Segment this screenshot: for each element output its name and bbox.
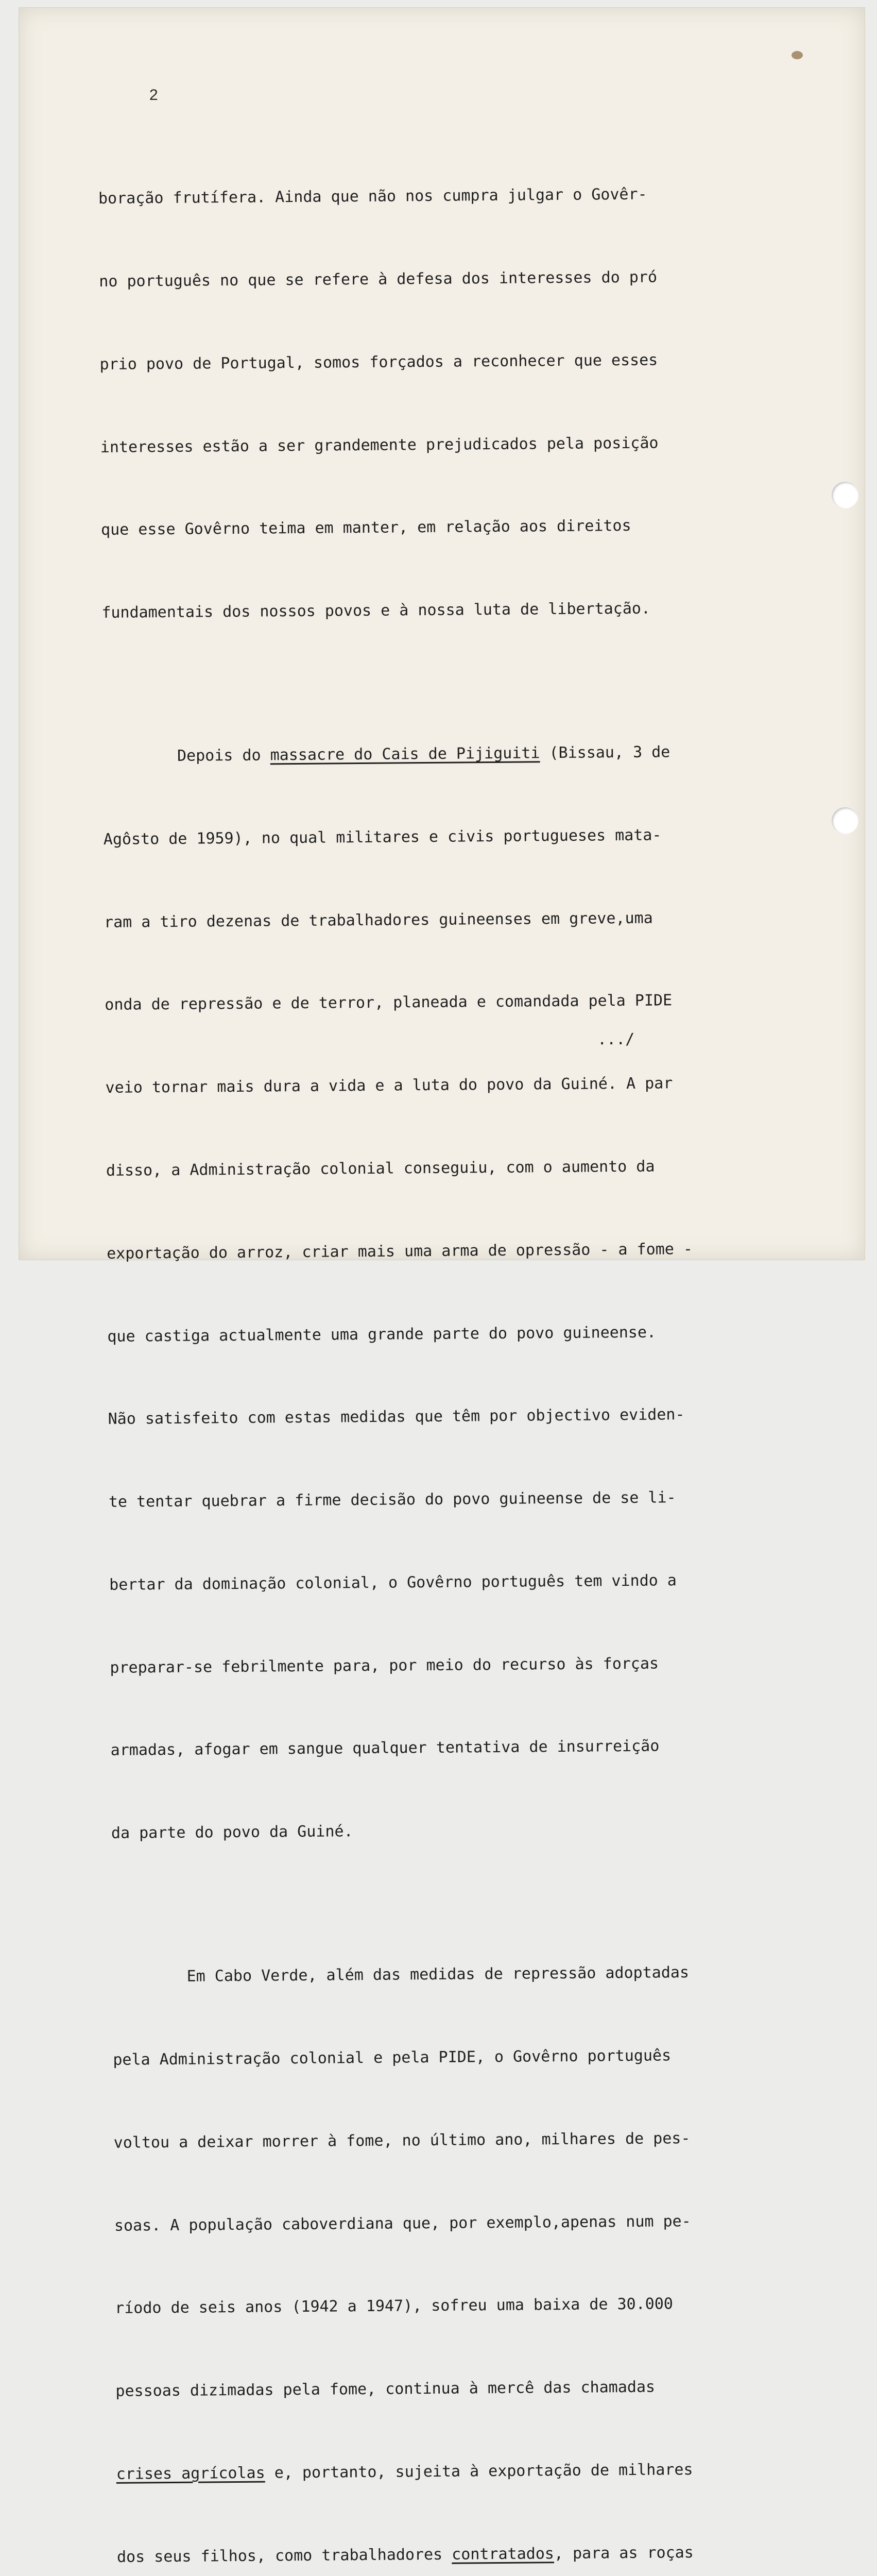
text-line: onda de repressão e de terror, planeada e comandada pela PIDE [105,991,673,1014]
text-line: pela Administração colonial e pela PIDE, o Govêrno português [113,2046,672,2069]
text-line: boração frutífera. Ainda que não nos cumpra julgar o Govêr- [98,185,647,208]
text-line: voltou a deixar morrer à fome, no último ano, milhares de pes- [113,2129,691,2152]
text-line: da parte do povo da Guiné. [111,1822,353,1843]
underlined-phrase: massacre do Cais de Pijiguiti [270,744,540,765]
paragraph-1 [98,125,741,682]
text-line: que castiga actualmente uma grande parte do povo guineense. [107,1323,657,1346]
text-line: Em Cabo Verde, além das medidas de repressão adoptadas [112,1963,690,1987]
underlined-phrase: crises agrícolas [116,2464,265,2483]
text-line: bertar da dominação colonial, o Govêrno português tem vindo a [109,1571,677,1594]
text-line: interesses estão a ser grandemente prejudicados pela posição [100,434,659,456]
text-line: Não satisfeito com estas medidas que têm por objectivo eviden- [108,1405,685,1429]
text-line: armadas, afogar em sangue qualquer tentativa de insurreição [110,1737,660,1760]
paragraph-2 [102,683,750,1903]
paper-stain [792,51,803,59]
text-line: ríodo de seis anos (1942 a 1947), sofreu uma baixa de 30.000 [115,2295,674,2318]
text-line: preparar-se febrilmente para, por meio do recurso às forças [110,1654,659,1677]
text-line: soas. A população caboverdiana que, por exemplo,apenas num pe- [114,2212,691,2235]
text-line: no português no que se refere à defesa dos interesses do pró [99,268,658,291]
paragraph-3 [112,1903,756,2576]
text-line: te tentar quebrar a firme decisão do povo guineense de se li- [108,1488,676,1512]
text-line: fundamentais dos nossos povos e à nossa luta de libertação. [101,599,651,622]
text-segment: , para as roças [554,2543,694,2563]
text-line [102,738,741,770]
underlined-phrase: contratados [452,2544,555,2564]
text-line: exportação do arroz, criar mais uma arma de opressão - a fome - [106,1240,693,1263]
text-line: Agôsto de 1959), no qual militares e civis portugueses mata- [103,826,662,849]
text-line: prio povo de Portugal, somos forçados a reconhecer que esses [99,351,658,374]
text-line [117,2538,755,2571]
text-line: ram a tiro dezenas de trabalhadores guineenses em greve,uma [104,909,653,931]
document-body [98,125,759,2576]
text-segment: Depois do [102,746,270,766]
punch-hole [832,807,858,834]
text-line: pessoas dizimadas pela fome, continua à mercê das chamadas [115,2378,656,2400]
page-number: 2 [149,87,158,104]
text-segment: e, portanto, sujeita à exportação de milhares [265,2460,693,2482]
punch-hole [832,482,858,509]
text-line [116,2455,755,2488]
text-line: que esse Govêrno teima em manter, em relação aos direitos [100,517,631,539]
text-line: veio tornar mais dura a vida e a luta do povo da Guiné. A par [105,1074,673,1097]
text-segment: dos seus filhos, como trabalhadores [116,2545,452,2566]
text-segment: (Bissau, 3 de [540,743,670,762]
continuation-mark: .../ [597,1030,635,1049]
text-line: disso, a Administração colonial conseguiu, com o aumento da [106,1157,655,1180]
